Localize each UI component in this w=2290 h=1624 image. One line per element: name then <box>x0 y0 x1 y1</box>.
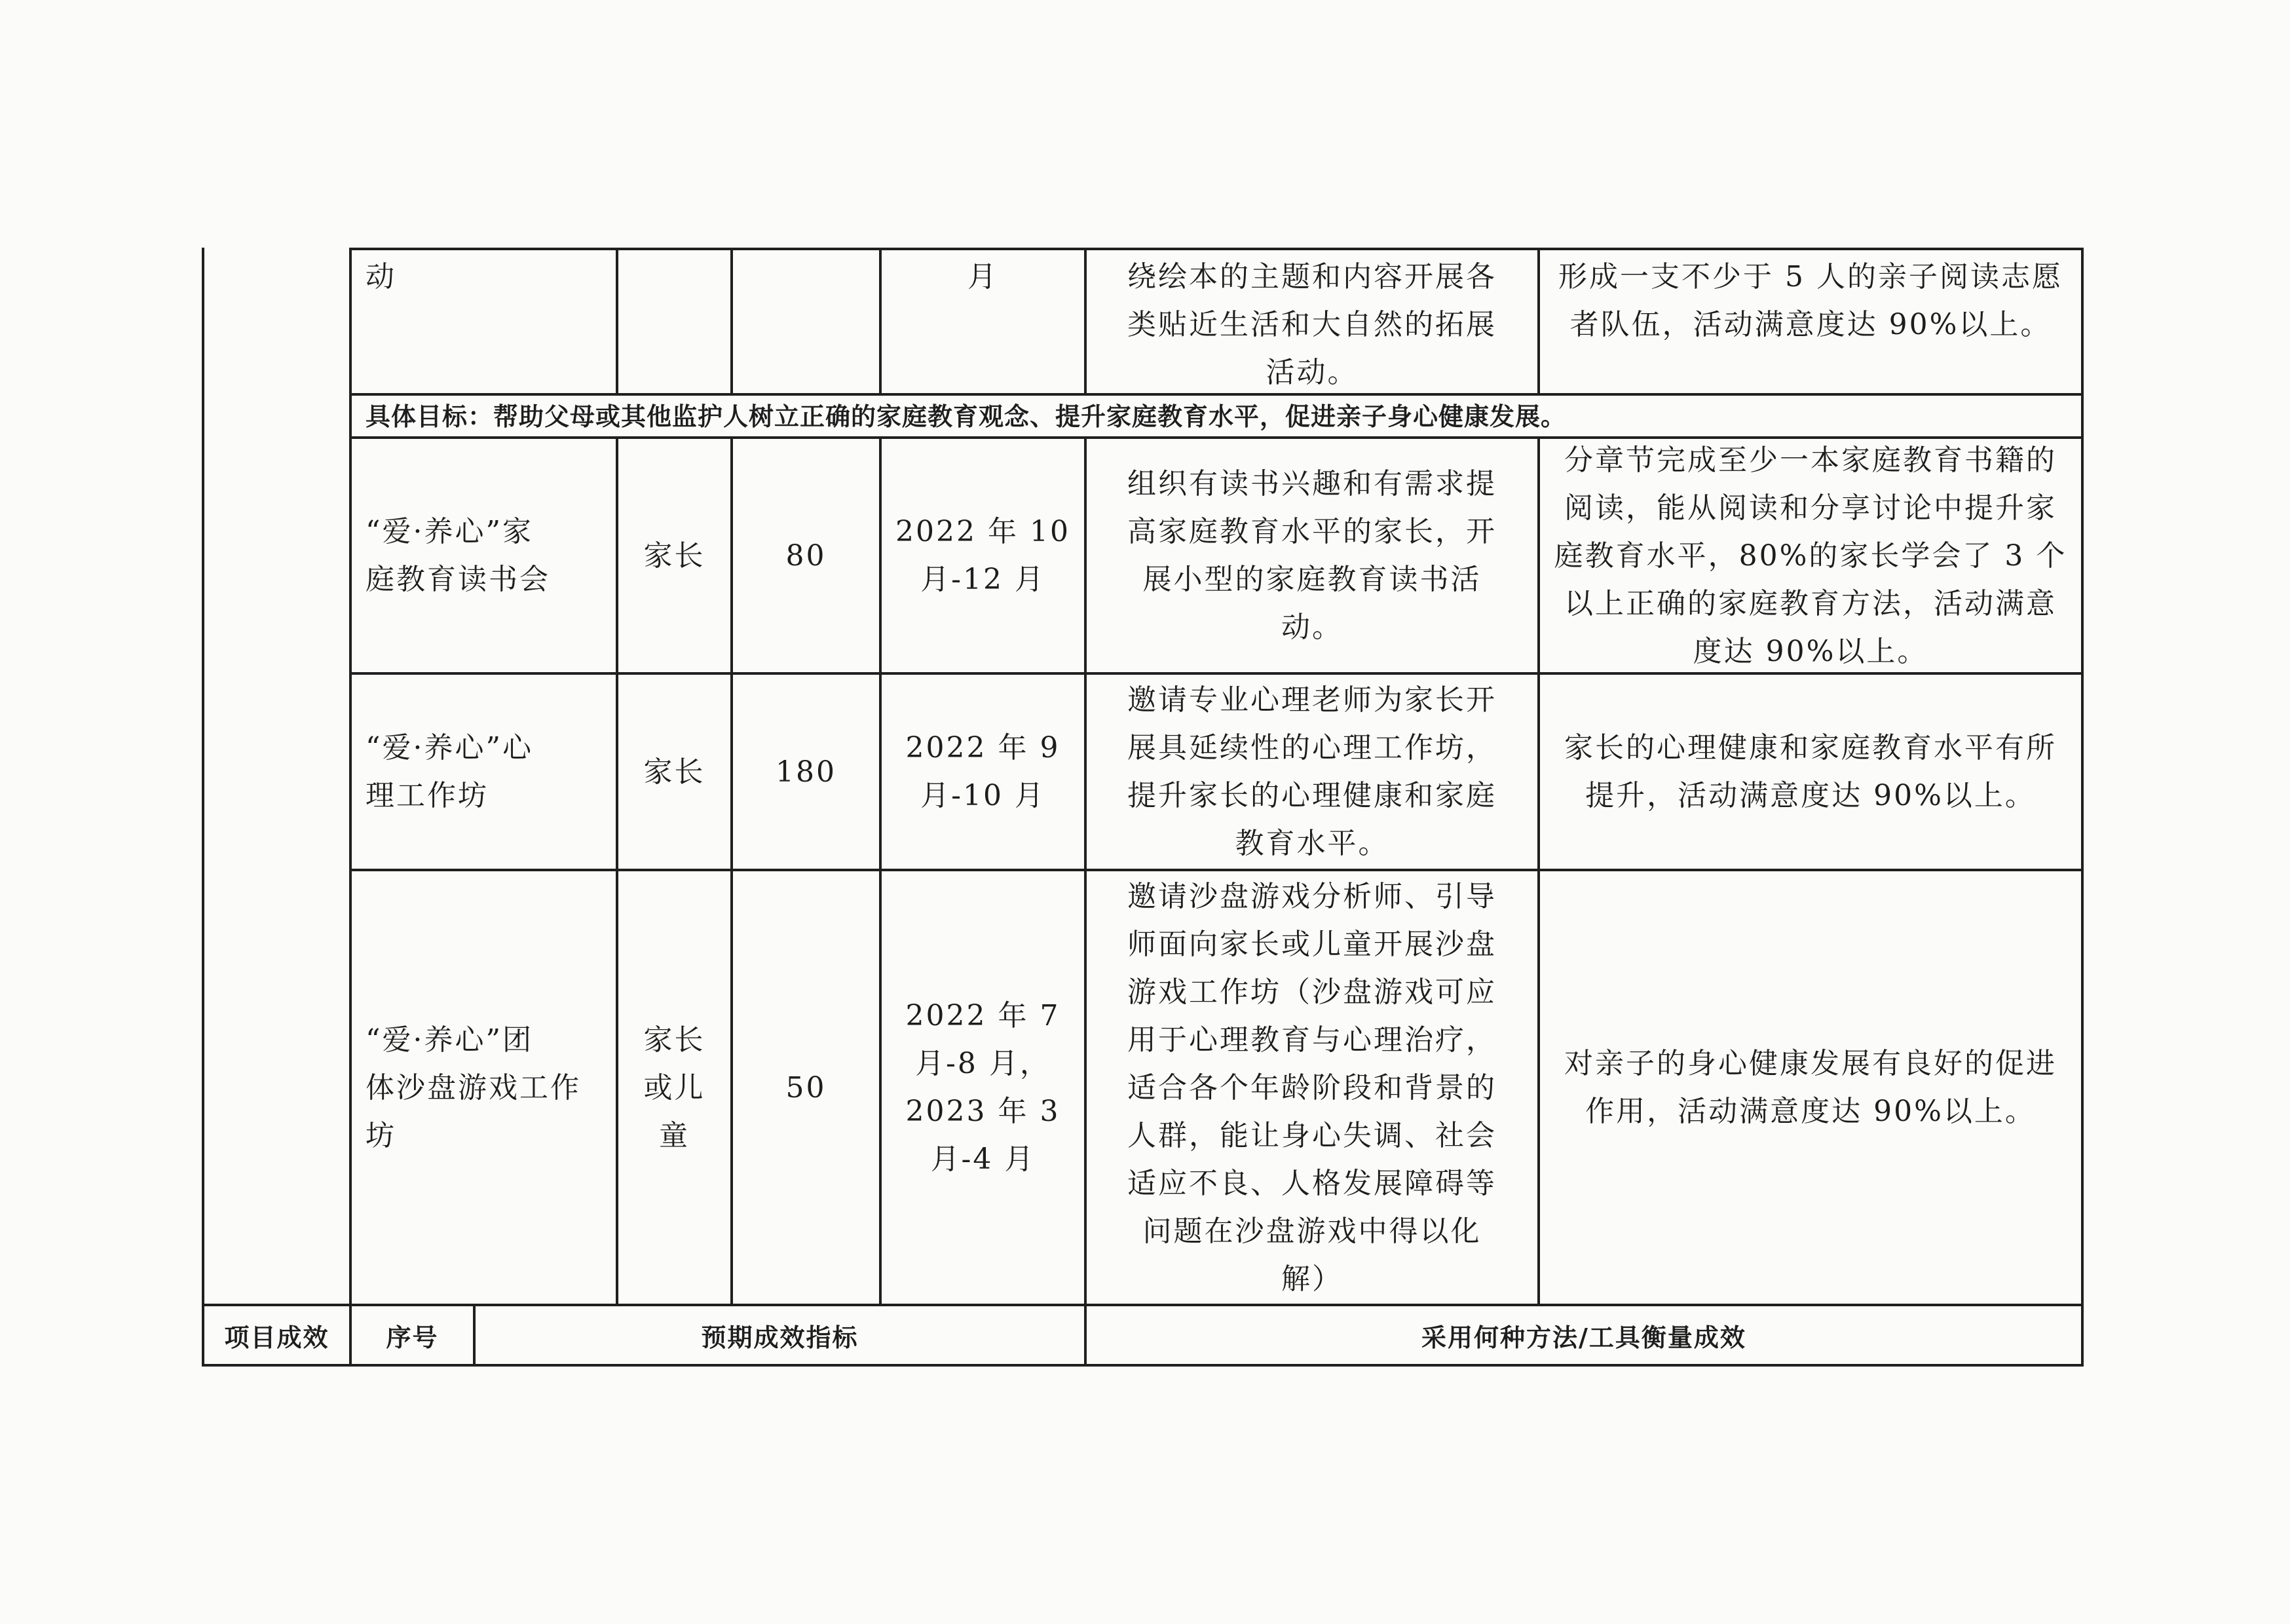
text-line: “爱·养心”家 <box>366 515 533 548</box>
text-line: 类贴近生活和大自然的拓展 <box>1127 308 1497 341</box>
activity-cell <box>366 871 608 1304</box>
text-line: 对亲子的身心健康发展有良好的促进 <box>1564 1047 2057 1080</box>
time-cell <box>882 675 1084 869</box>
text-line: 绕绘本的主题和内容开展各 <box>1127 260 1497 293</box>
col-divider <box>349 248 352 1367</box>
text-line: 分章节完成至少一本家庭教育书籍的 <box>1564 443 2057 477</box>
column-header-method: 采用何种方法/工具衡量成效 <box>1421 1322 1746 1352</box>
text-line: 提升家长的心理健康和家庭 <box>1127 779 1497 812</box>
text-line: 月-8 月， <box>915 1047 1051 1080</box>
text-line: 度达 90%以上。 <box>1693 634 1928 668</box>
text-line: 2022 年 10 <box>895 515 1070 548</box>
text-line: 作用，活动满意度达 90%以上。 <box>1585 1095 2036 1128</box>
text-line: 人群，能让身心失调、社会 <box>1127 1118 1497 1152</box>
expected-cell <box>1540 871 2081 1304</box>
text-line: 阅读，能从阅读和分享讨论中提升家 <box>1564 491 2057 525</box>
table-border-bottom <box>202 1364 2084 1367</box>
text-line: 用于心理教育与心理治疗， <box>1127 1023 1497 1057</box>
count-cell <box>733 871 879 1304</box>
continued-content-cell <box>1087 249 1537 392</box>
target-cell <box>618 675 730 869</box>
text-line: 2023 年 3 <box>905 1095 1061 1128</box>
count-cell <box>733 675 879 869</box>
column-header-no: 序号 <box>386 1322 439 1352</box>
text-line: 体沙盘游戏工作 <box>366 1070 581 1105</box>
text-line: 提升，活动满意度达 90%以上。 <box>1585 779 2036 812</box>
text-line: 家长的心理健康和家庭教育水平有所 <box>1564 731 2057 765</box>
text-line: 问题在沙盘游戏中得以化 <box>1142 1214 1482 1248</box>
continued-activity-cell <box>366 249 608 392</box>
text-line: 游戏工作坊（沙盘游戏可应 <box>1127 975 1497 1009</box>
text-line: 月-12 月 <box>920 563 1045 596</box>
specific-goal: 具体目标：帮助父母或其他监护人树立正确的家庭教育观念、提升家庭教育水平，促进亲子身心健康发展。 <box>366 402 1567 431</box>
participant-count: 80 <box>785 538 827 573</box>
continued-activity: 动 <box>366 260 396 293</box>
text-line: 邀请沙盘游戏分析师、引导 <box>1127 879 1497 913</box>
text-line: 家长 <box>643 1023 705 1057</box>
text-line: 适合各个年龄阶段和背景的 <box>1127 1070 1497 1105</box>
text-line: 高家庭教育水平的家长，开 <box>1127 515 1497 548</box>
text-line: 月-4 月 <box>930 1142 1036 1176</box>
text-line: 2022 年 7 <box>905 999 1061 1032</box>
column-header-indicator: 预期成效指标 <box>701 1322 859 1352</box>
text-line: 组织有读书兴趣和有需求提 <box>1127 467 1497 500</box>
text-line: 形成一支不少于 5 人的亲子阅读志愿 <box>1558 260 2063 293</box>
text-line: 展小型的家庭教育读书活 <box>1142 563 1482 596</box>
text-line: 庭教育水平，80%的家长学会了 3 个 <box>1554 538 2067 573</box>
text-line: 理工作坊 <box>366 779 489 812</box>
text-line: 适应不良、人格发展障碍等 <box>1127 1166 1497 1200</box>
text-line: 展具延续性的心理工作坊， <box>1127 731 1497 765</box>
text-line: 童 <box>659 1118 690 1152</box>
continued-time-cell <box>882 249 1084 392</box>
text-line: 动。 <box>1281 611 1343 644</box>
text-line: “爱·养心”心 <box>366 731 533 765</box>
continued-time: 月 <box>967 260 998 293</box>
text-line: 坊 <box>366 1118 396 1152</box>
content-cell <box>1087 675 1537 869</box>
count-cell <box>733 439 879 672</box>
outer-left-border <box>202 248 204 1367</box>
col-divider <box>730 248 733 393</box>
target-cell <box>618 439 730 672</box>
col-divider <box>616 248 618 393</box>
participant-count: 180 <box>776 755 836 789</box>
expected-cell <box>1540 439 2081 672</box>
text-line: 者队伍，活动满意度达 90%以上。 <box>1569 308 2052 341</box>
text-line: 解） <box>1281 1262 1343 1296</box>
text-line: 师面向家长或儿童开展沙盘 <box>1127 927 1497 961</box>
text-line: 以上正确的家庭教育方法，活动满意 <box>1564 586 2057 620</box>
participant-count: 50 <box>785 1070 827 1105</box>
text-line: 教育水平。 <box>1235 827 1389 860</box>
text-line: “爱·养心”团 <box>366 1023 533 1057</box>
text-line: 邀请专业心理老师为家长开 <box>1127 683 1497 717</box>
text-line: 月-10 月 <box>920 779 1045 812</box>
content-cell <box>1087 871 1537 1304</box>
text-line: 家长 <box>643 538 705 573</box>
target-cell <box>618 871 730 1304</box>
text-line: 或儿 <box>643 1070 705 1105</box>
continued-expected-cell <box>1540 249 2081 392</box>
activity-cell <box>366 439 608 672</box>
section-label-project-outcome: 项目成效 <box>224 1322 329 1352</box>
text-line: 活动。 <box>1266 356 1359 389</box>
text-line: 家长 <box>643 755 705 789</box>
content-cell <box>1087 439 1537 672</box>
time-cell <box>882 439 1084 672</box>
time-cell <box>882 871 1084 1304</box>
activity-cell <box>366 675 608 869</box>
text-line: 庭教育读书会 <box>366 563 550 596</box>
text-line: 2022 年 9 <box>905 731 1061 765</box>
expected-cell <box>1540 675 2081 869</box>
